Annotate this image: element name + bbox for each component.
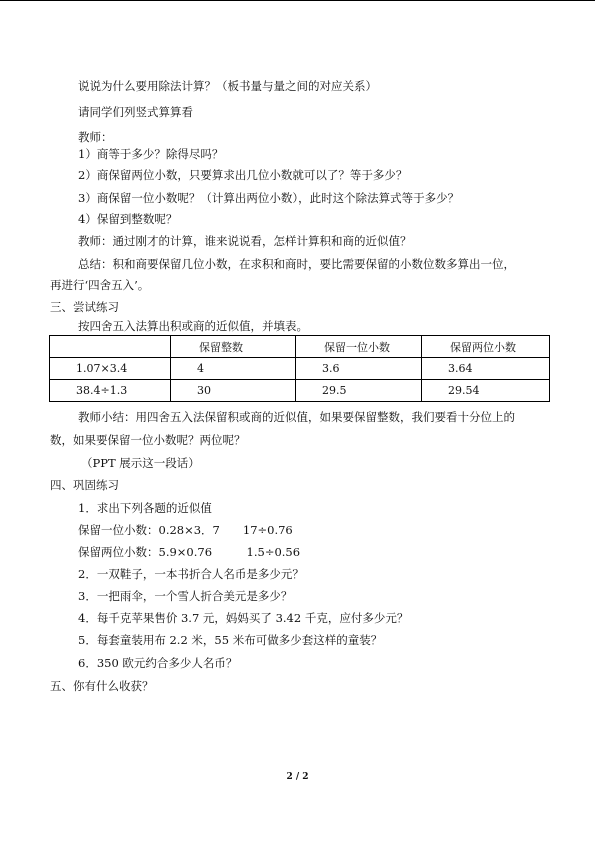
table-header-row (50, 336, 550, 358)
text-line: 2）商保留两位小数，只要算求出几位小数就可以了？等于多少？ (78, 168, 408, 182)
text-line: 4）保留到整数呢？ (78, 212, 178, 226)
text-line: 数，如果要保留一位小数呢？两位呢？ (50, 433, 246, 447)
text-line: 说说为什么要用除法计算？（板书量与量之间的对应关系） (78, 79, 377, 93)
text-line: 4．每千克苹果售价 3.7 元，妈妈买了 3.42 千克，应付多少元？ (78, 611, 409, 625)
table-cell: 29.54 (422, 380, 550, 402)
table-cell: 1.07×3.4 (50, 358, 171, 380)
text-line: 6．350 欧元约合多少人名币？ (78, 656, 238, 670)
results-table (49, 335, 550, 402)
page-top-border (0, 0, 595, 1)
text-line: 总结：积和商要保留几位小数，在求积和商时，要比需要保留的小数位数多算出一位， (78, 257, 515, 271)
table-header-cell: 保留两位小数 (422, 336, 550, 358)
text-line: （PPT 展示这一段话） (81, 456, 200, 470)
section-heading: 四、巩固练习 (50, 478, 119, 492)
table-header-cell (50, 336, 171, 358)
section-heading: 五、你有什么收获？ (50, 679, 154, 693)
text-line: 再进行‘四舍五入’。 (50, 278, 150, 292)
table-cell: 3.6 (296, 358, 422, 380)
text-line: 2．一双鞋子，一本书折合人名币是多少元？ (78, 567, 304, 581)
text-line: 5．每套童装用布 2.2 米，55 米布可做多少套这样的童装？ (78, 633, 383, 647)
text-line: 3．一把雨伞，一个雪人折合美元是多少？ (78, 589, 293, 603)
table-cell: 38.4÷1.3 (50, 380, 171, 402)
table-cell: 4 (171, 358, 296, 380)
text-line: 请同学们列竖式算算看 (78, 105, 193, 119)
text-line: 教师：通过刚才的计算，谁来说说看，怎样计算积和商的近似值？ (78, 234, 412, 248)
table-cell: 29.5 (296, 380, 422, 402)
table-header-cell: 保留一位小数 (296, 336, 422, 358)
table-row (50, 358, 550, 380)
text-line: 教师： (78, 130, 113, 144)
text-line: 3）商保留一位小数呢？（计算出两位小数），此时这个除法算式等于多少？ (78, 191, 460, 205)
text-line: 1）商等于多少？除得尽吗？ (78, 147, 224, 161)
text-line: 1．求出下列各题的近似值 (78, 501, 212, 515)
text-line: 保留一位小数：0.28×3．7 17÷0.76 (78, 523, 293, 537)
text-line: 教师小结：用四舍五入法保留积或商的近似值，如果要保留整数，我们要看十分位上的 (78, 410, 515, 424)
table-header-cell: 保留整数 (171, 336, 296, 358)
text-line: 保留两位小数：5.9×0.76 1.5÷0.56 (78, 545, 301, 559)
table-cell: 30 (171, 380, 296, 402)
page-number: 2 / 2 (286, 772, 309, 782)
text-line: 按四舍五入法算出积或商的近似值，并填表。 (78, 319, 308, 333)
table-row (50, 380, 550, 402)
table-cell: 3.64 (422, 358, 550, 380)
section-heading: 三、尝试练习 (50, 300, 119, 314)
